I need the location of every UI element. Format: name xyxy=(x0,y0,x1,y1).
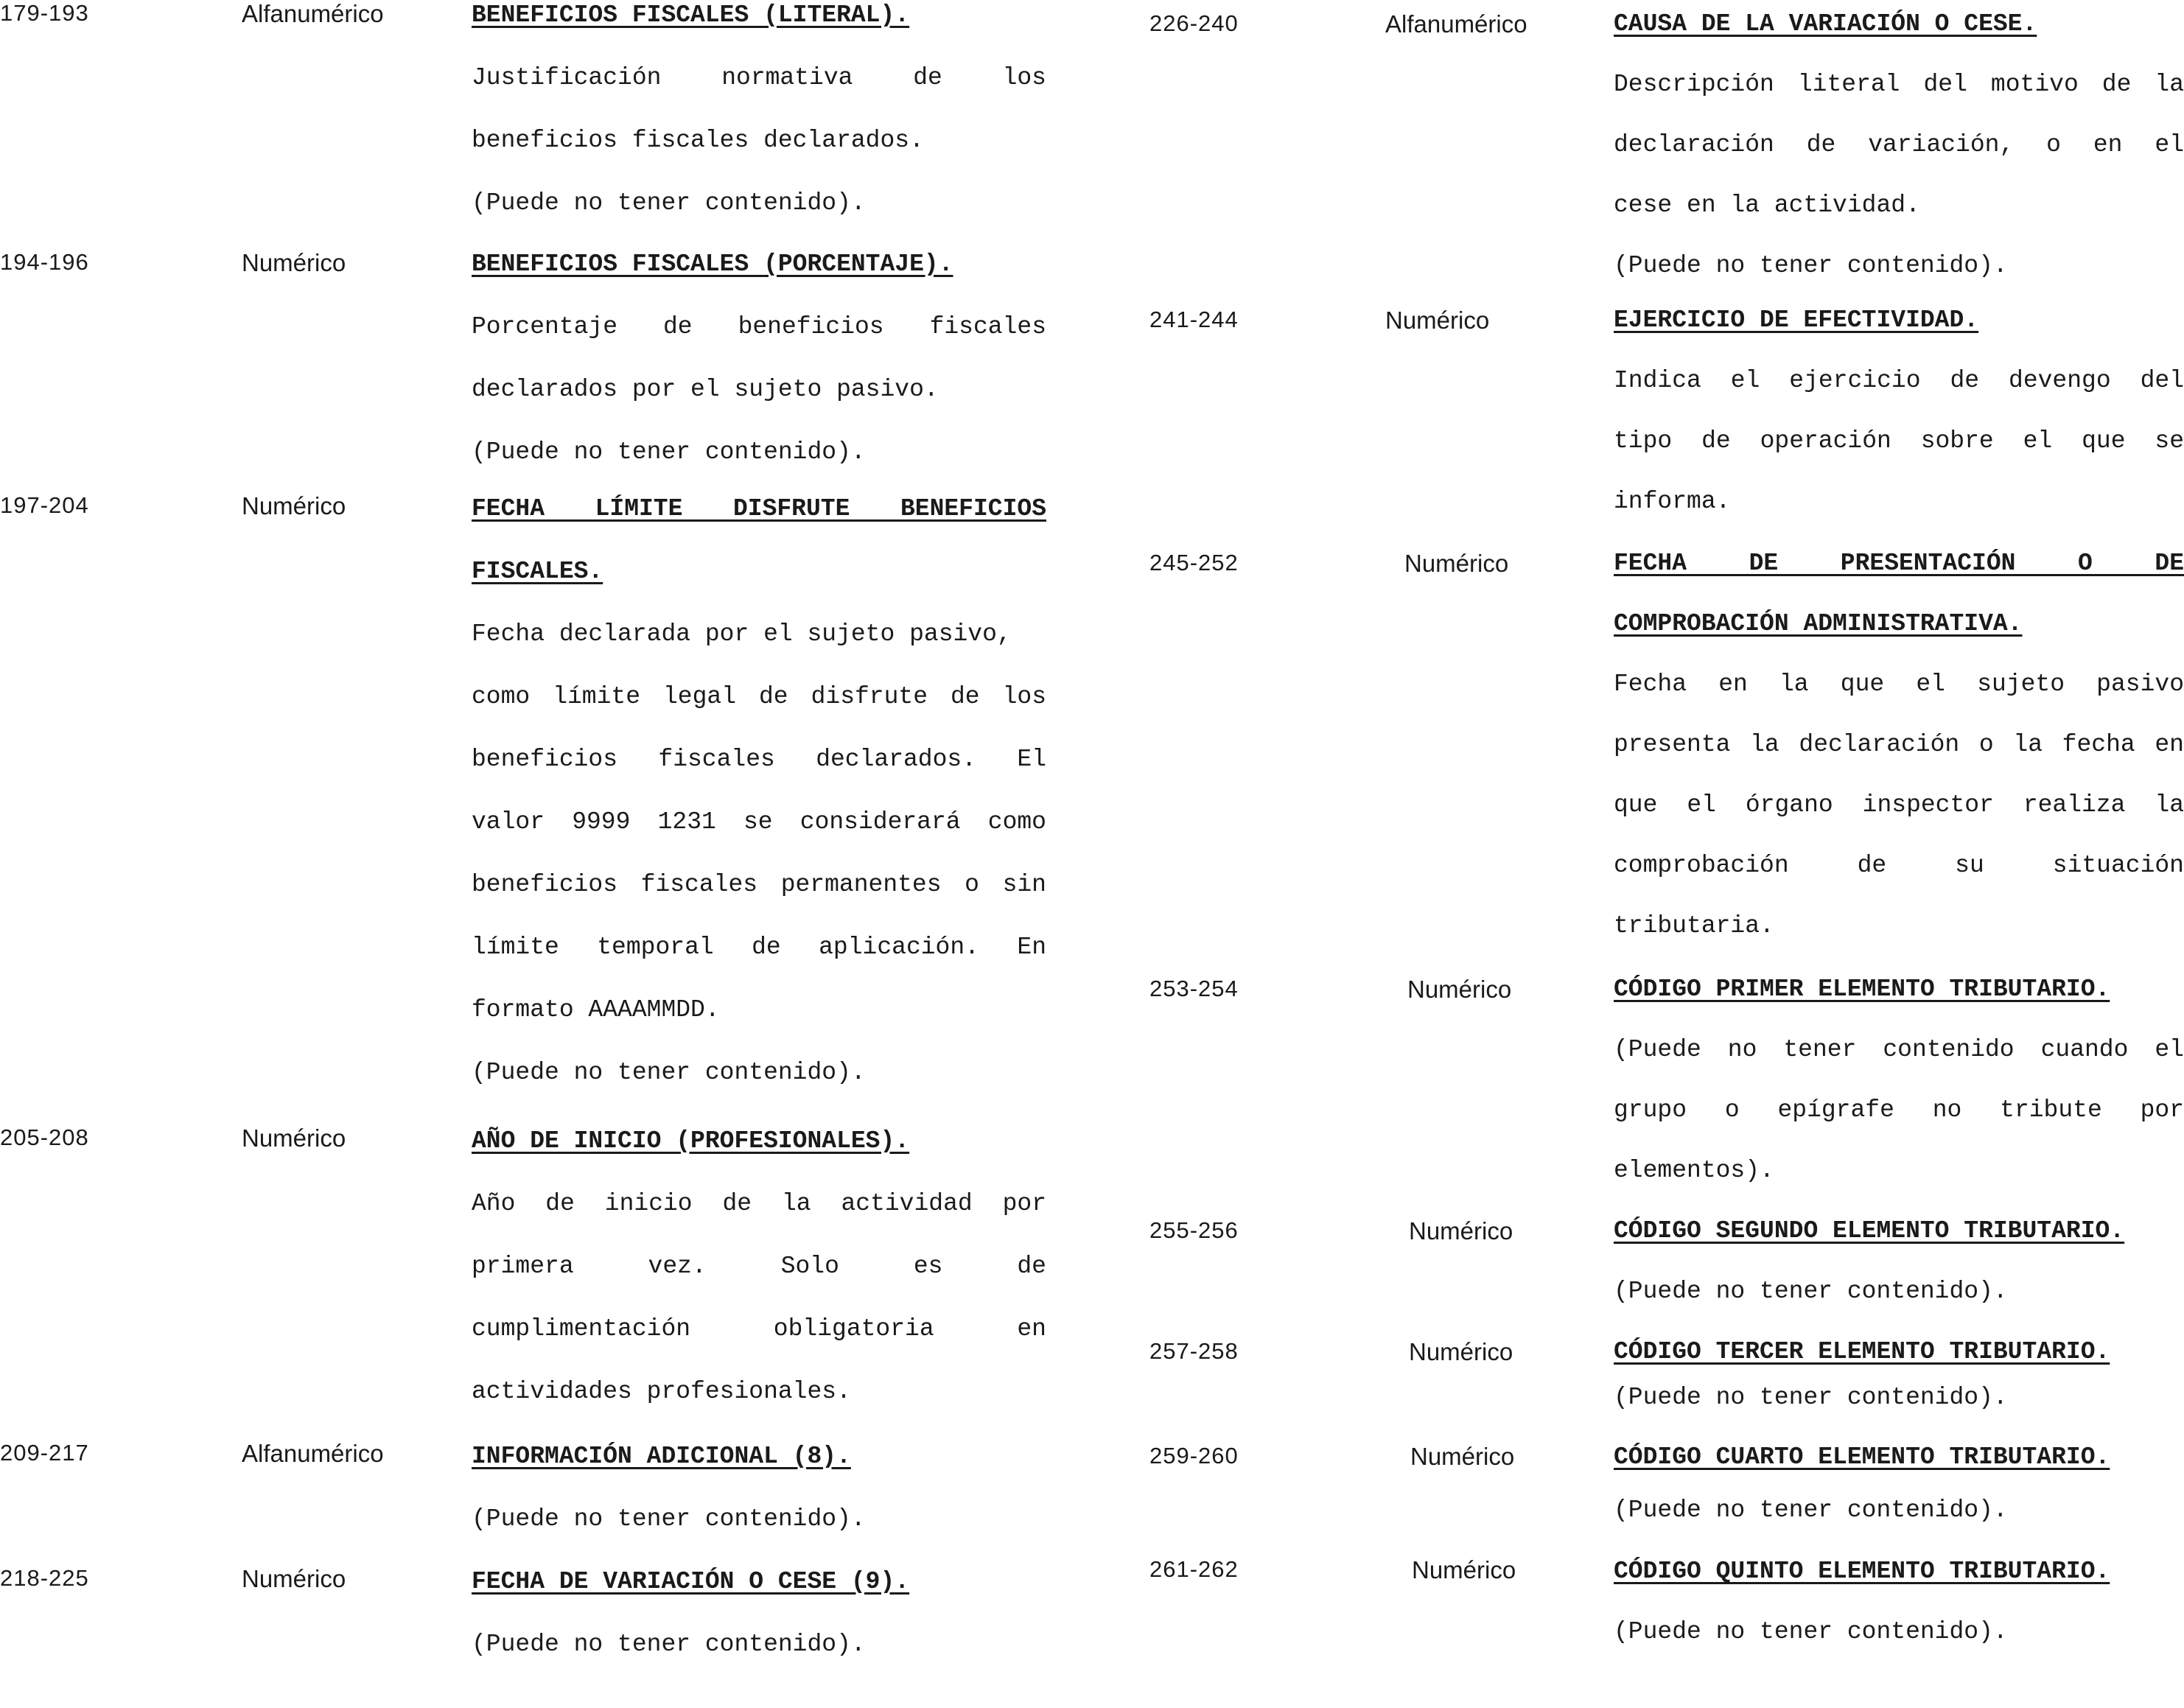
field-title: INFORMACIÓN ADICIONAL (8). xyxy=(472,1443,851,1470)
description-line: grupo o epígrafe no tribute por xyxy=(1614,1096,2184,1124)
field-position: 257-258 xyxy=(1149,1338,1239,1364)
field-title: BENEFICIOS FISCALES (PORCENTAJE). xyxy=(472,251,953,278)
description-line: presenta la declaración o la fecha en xyxy=(1614,731,2184,758)
field-title: FECHA DE VARIACIÓN O CESE (9). xyxy=(472,1568,910,1595)
field-title: FECHA DE PRESENTACIÓN O DE xyxy=(1614,550,2184,577)
field-type: Numérico xyxy=(1407,976,1512,1003)
description-line: (Puede no tener contenido). xyxy=(1614,252,2008,279)
description-line: Justificación normativa de los xyxy=(472,64,1046,91)
description-line: (Puede no tener contenido). xyxy=(472,1505,866,1533)
description-line: que el órgano inspector realiza la xyxy=(1614,791,2184,819)
description-line: límite temporal de aplicación. En xyxy=(472,934,1046,961)
field-type: Numérico xyxy=(242,1565,346,1592)
field-description xyxy=(1614,290,2184,532)
field-position: 194-196 xyxy=(0,249,89,275)
description-line: comprobación de su situación xyxy=(1614,852,2184,879)
description-line: (Puede no tener contenido). xyxy=(472,1631,866,1658)
field-position: 261-262 xyxy=(1149,1556,1239,1582)
field-position: 179-193 xyxy=(0,0,89,26)
description-line: Fecha en la que el sujeto pasivo xyxy=(1614,671,2184,698)
field-type: Numérico xyxy=(1409,1217,1513,1245)
field-description xyxy=(472,477,1046,1104)
field-description xyxy=(1614,1329,2184,1421)
description-line: declarados por el sujeto pasivo. xyxy=(472,376,939,403)
description-line: (Puede no tener contenido cuando el xyxy=(1614,1036,2184,1063)
field-type: Numérico xyxy=(242,249,346,276)
description-line: (Puede no tener contenido). xyxy=(472,438,866,466)
description-line: declaración de variación, o en el xyxy=(1614,131,2184,158)
field-position: 226-240 xyxy=(1149,10,1239,36)
description-line: actividades profesionales. xyxy=(472,1378,851,1405)
field-type: Alfanumérico xyxy=(242,1440,384,1467)
description-line: cese en la actividad. xyxy=(1614,192,1920,219)
field-position: 209-217 xyxy=(0,1440,89,1466)
field-position: 197-204 xyxy=(0,492,89,518)
field-title: CÓDIGO CUARTO ELEMENTO TRIBUTARIO. xyxy=(1614,1443,2110,1471)
field-description xyxy=(1614,533,2184,956)
description-line: (Puede no tener contenido). xyxy=(1614,1618,2008,1645)
description-line: Descripción literal del motivo de la xyxy=(1614,71,2184,98)
description-line: informa. xyxy=(1614,488,1731,515)
field-title: COMPROBACIÓN ADMINISTRATIVA. xyxy=(1614,610,2023,637)
description-line: cumplimentación obligatoria en xyxy=(472,1315,1046,1343)
description-line: (Puede no tener contenido). xyxy=(1614,1497,2008,1524)
field-title: CÓDIGO TERCER ELEMENTO TRIBUTARIO. xyxy=(1614,1338,2110,1365)
field-position: 245-252 xyxy=(1149,550,1239,575)
field-title: CAUSA DE LA VARIACIÓN O CESE. xyxy=(1614,10,2037,38)
field-description xyxy=(1614,959,2184,1201)
description-line: (Puede no tener contenido). xyxy=(1614,1278,2008,1305)
field-description xyxy=(472,1550,1046,1676)
description-line: beneficios fiscales declarados. El xyxy=(472,746,1046,773)
field-position: 255-256 xyxy=(1149,1217,1239,1243)
field-description xyxy=(472,1425,1046,1550)
description-line: tributaria. xyxy=(1614,912,1774,939)
field-type: Alfanumérico xyxy=(242,0,384,27)
description-line: Porcentaje de beneficios fiscales xyxy=(472,313,1046,340)
field-title: CÓDIGO QUINTO ELEMENTO TRIBUTARIO. xyxy=(1614,1558,2110,1585)
field-type: Numérico xyxy=(242,492,346,519)
field-title: EJERCICIO DE EFECTIVIDAD. xyxy=(1614,307,1979,334)
field-description xyxy=(472,233,1046,483)
field-position: 253-254 xyxy=(1149,976,1239,1001)
field-title: AÑO DE INICIO (PROFESIONALES). xyxy=(472,1127,910,1155)
field-type: Numérico xyxy=(242,1124,346,1152)
description-line: Indica el ejercicio de devengo del xyxy=(1614,367,2184,394)
field-description xyxy=(1614,0,2184,296)
description-line: beneficios fiscales declarados. xyxy=(472,127,924,154)
description-line: primera vez. Solo es de xyxy=(472,1253,1046,1280)
field-type: Alfanumérico xyxy=(1385,10,1527,38)
field-type: Numérico xyxy=(1409,1338,1513,1365)
description-line: tipo de operación sobre el que se xyxy=(1614,427,2184,455)
field-position: 241-244 xyxy=(1149,307,1239,332)
field-title: FECHA LÍMITE DISFRUTE BENEFICIOS xyxy=(472,495,1046,522)
field-type: Numérico xyxy=(1404,550,1509,577)
field-description xyxy=(472,1110,1046,1423)
field-title: FISCALES. xyxy=(472,558,603,585)
description-line: como límite legal de disfrute de los xyxy=(472,683,1046,710)
description-line: (Puede no tener contenido). xyxy=(472,1059,866,1086)
field-title: BENEFICIOS FISCALES (LITERAL). xyxy=(472,1,910,29)
field-position: 205-208 xyxy=(0,1124,89,1150)
description-line: valor 9999 1231 se considerará como xyxy=(472,808,1046,836)
field-position: 259-260 xyxy=(1149,1443,1239,1469)
field-type: Numérico xyxy=(1410,1443,1515,1470)
description-line: formato AAAAMMDD. xyxy=(472,996,720,1023)
field-title: CÓDIGO SEGUNDO ELEMENTO TRIBUTARIO. xyxy=(1614,1217,2125,1245)
field-type: Numérico xyxy=(1385,307,1490,334)
field-description xyxy=(472,0,1046,234)
field-description xyxy=(1614,1201,2184,1322)
field-title: CÓDIGO PRIMER ELEMENTO TRIBUTARIO. xyxy=(1614,976,2110,1003)
description-line: (Puede no tener contenido). xyxy=(472,189,866,217)
description-line: Fecha declarada por el sujeto pasivo, xyxy=(472,620,1012,648)
field-description xyxy=(1614,1431,2184,1537)
description-line: elementos). xyxy=(1614,1157,1774,1184)
description-line: Año de inicio de la actividad por xyxy=(472,1190,1046,1217)
field-type: Numérico xyxy=(1412,1556,1516,1583)
field-description xyxy=(1614,1541,2184,1662)
description-line: beneficios fiscales permanentes o sin xyxy=(472,871,1046,898)
field-position: 218-225 xyxy=(0,1565,89,1591)
description-line: (Puede no tener contenido). xyxy=(1614,1384,2008,1411)
